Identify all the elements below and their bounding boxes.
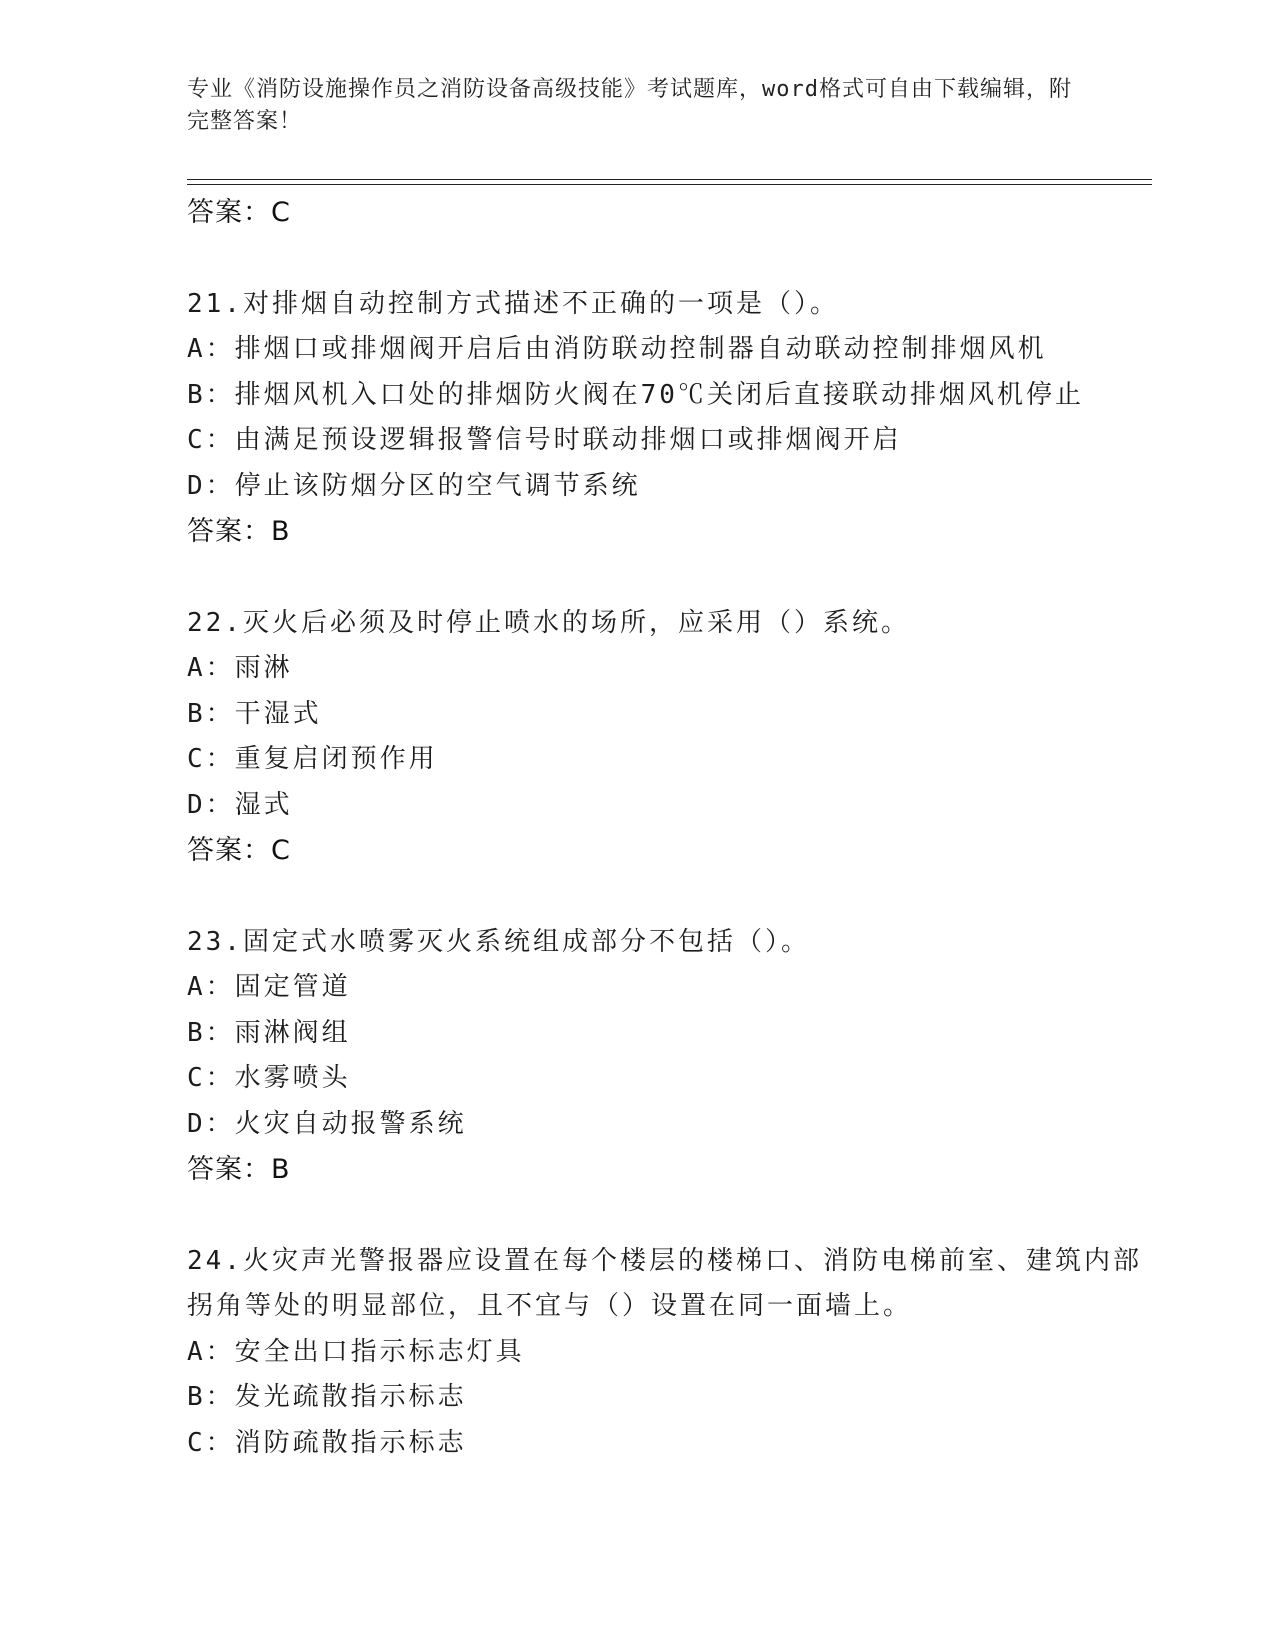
option-d: D：停止该防烟分区的空气调节系统	[187, 470, 641, 501]
option-a: A：排烟口或排烟阀开启后由消防联动控制器自动联动控制排烟风机	[187, 334, 1047, 364]
spacer	[187, 236, 1147, 282]
question-stem: 24.火灾声光警报器应设置在每个楼层的楼梯口、消防电梯前室、建筑内部拐角等处的明显部位，且不宜与（）设置在同一面墙上。	[187, 1245, 1142, 1321]
question-23	[187, 920, 1147, 1193]
question-stem: 21.对排烟自动控制方式描述不正确的一项是（）。	[187, 288, 839, 319]
question-24	[187, 1239, 1147, 1467]
option-b: B：发光疏散指示标志	[187, 1382, 467, 1412]
question-list	[187, 190, 1147, 1466]
question-stem: 22.灭火后必须及时停止喷水的场所，应采用（）系统。	[187, 607, 910, 638]
question-stem: 23.固定式水喷雾灭火系统组成部分不包括（）。	[187, 926, 810, 957]
option-d: D：火灾自动报警系统	[187, 1108, 467, 1139]
header-rule-top	[187, 179, 1152, 180]
spacer	[187, 874, 1147, 920]
answer: 答案：B	[187, 1154, 291, 1185]
answer: 答案：C	[187, 835, 291, 866]
option-c: C：重复启闭预作用	[187, 744, 438, 774]
option-b: B：雨淋阀组	[187, 1017, 351, 1048]
option-c: C：由满足预设逻辑报警信号时联动排烟口或排烟阀开启	[187, 425, 902, 455]
option-c: C：消防疏散指示标志	[187, 1427, 467, 1458]
question-21	[187, 282, 1147, 555]
answer-previous: 答案：C	[187, 197, 291, 228]
option-a: A：雨淋	[187, 653, 293, 683]
document-header: 专业《消防设施操作员之消防设备高级技能》考试题库，word格式可自由下载编辑，附完整答案！	[187, 77, 1072, 134]
spacer	[187, 555, 1147, 601]
option-c: C：水雾喷头	[187, 1063, 351, 1093]
option-b: B：排烟风机入口处的排烟防火阀在70℃关闭后直接联动排烟风机停止	[187, 379, 1084, 410]
answer: 答案：B	[187, 516, 291, 547]
question-22	[187, 601, 1147, 874]
option-d: D：湿式	[187, 789, 293, 820]
option-a: A：安全出口指示标志灯具	[187, 1336, 525, 1367]
option-a: A：固定管道	[187, 972, 351, 1002]
option-b: B：干湿式	[187, 698, 322, 729]
spacer	[187, 1193, 1147, 1239]
header-rule-bottom	[187, 184, 1152, 185]
